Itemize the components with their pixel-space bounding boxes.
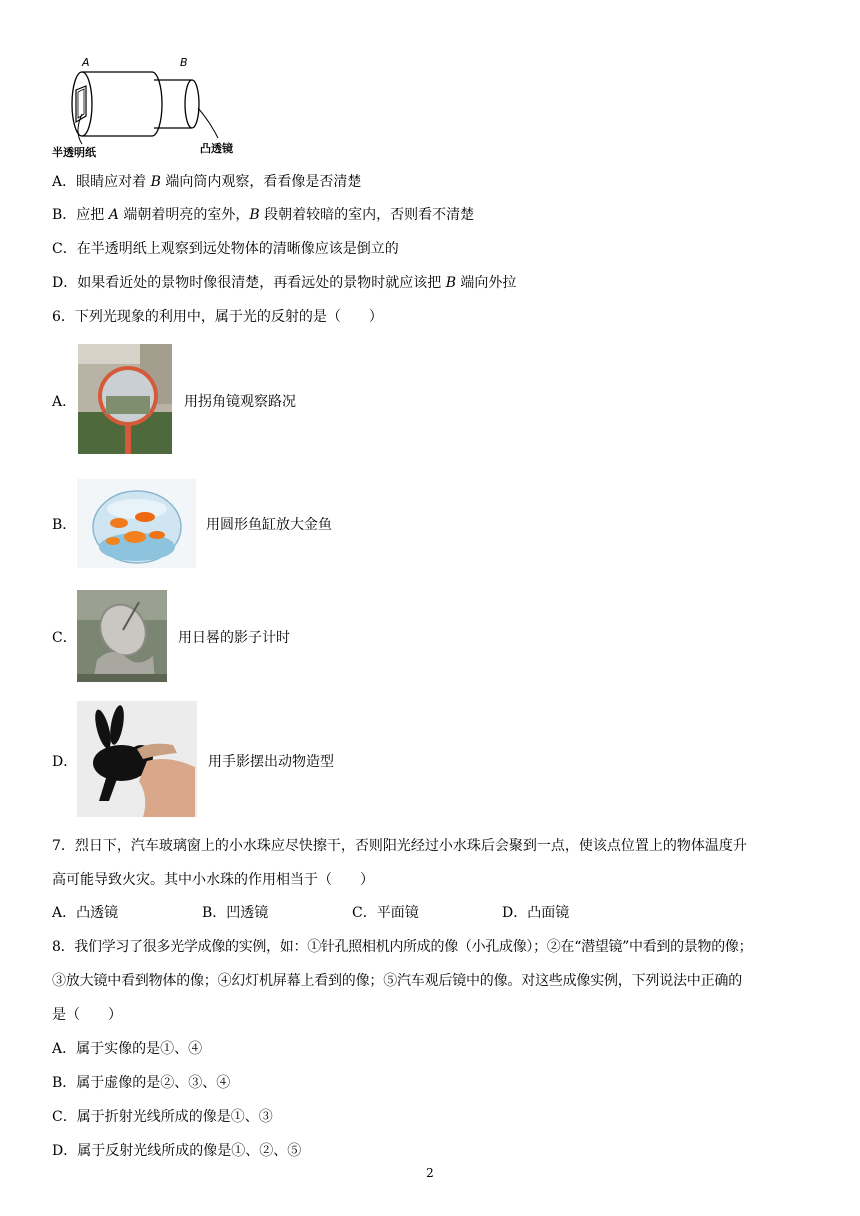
- q7-stem-line2: 高可能导致火灾。其中小水珠的作用相当于（ ）: [52, 872, 374, 888]
- q5-option-d: D．如果看近处的景物时像很清楚，再看远处的景物时就应该把 B 端向外拉: [52, 275, 517, 291]
- q7-option-c: C．平面镜: [352, 905, 419, 921]
- q7-stem-line1: 7．烈日下，汽车玻璃窗上的小水珠应尽快擦干，否则阳光经过小水珠后会聚到一点，使该点位置上的物体温度升: [52, 838, 747, 854]
- q6-stem: 6．下列光现象的利用中，属于光的反射的是（ ）: [52, 309, 383, 325]
- label-a: A: [82, 56, 90, 69]
- q7-option-a: A．凸透镜: [52, 905, 119, 921]
- q6-option-d-caption: 用手影摆出动物造型: [208, 754, 334, 770]
- q5-option-c: C．在半透明纸上观察到远处物体的清晰像应该是倒立的: [52, 241, 399, 257]
- q7-option-b: B．凹透镜: [202, 905, 269, 921]
- q8-stem-line3: 是（ ）: [52, 1007, 122, 1023]
- label-b: B: [180, 56, 188, 69]
- label-translucent-paper: 半透明纸: [52, 146, 96, 159]
- q6-option-b-caption: 用圆形鱼缸放大金鱼: [206, 517, 332, 533]
- tube-camera-diagram: [52, 52, 262, 162]
- q8-option-a: A．属于实像的是①、④: [52, 1041, 203, 1057]
- q6-option-c-letter: C．: [52, 630, 77, 646]
- q7-option-d: D．凸面镜: [502, 905, 570, 921]
- convex-mirror-photo: [78, 344, 172, 454]
- q6-option-c-caption: 用日晷的影子计时: [178, 630, 290, 646]
- q8-stem-line1: 8．我们学习了很多光学成像的实例，如：①针孔照相机内所成的像（小孔成像）；②在“潜望镜”中看到的景物的像；: [52, 939, 753, 955]
- q8-option-c: C．属于折射光线所成的像是①、③: [52, 1109, 273, 1125]
- q8-option-b: B．属于虚像的是②、③、④: [52, 1075, 231, 1091]
- q8-option-d: D．属于反射光线所成的像是①、②、⑤: [52, 1143, 302, 1159]
- q5-option-b: B．应把 A 端朝着明亮的室外，B 段朝着较暗的室内，否则看不清楚: [52, 207, 475, 223]
- label-convex-lens: 凸透镜: [200, 142, 233, 155]
- q8-stem-line2: ③放大镜中看到物体的像；④幻灯机屏幕上看到的像；⑤汽车观后镜中的像。对这些成像实例，下列说法中正确的: [52, 973, 742, 989]
- hand-shadow-photo: [77, 701, 197, 817]
- sundial-photo: [77, 590, 167, 682]
- q6-option-d-letter: D．: [52, 754, 78, 770]
- q6-option-a-letter: A．: [52, 394, 77, 410]
- page-number: 2: [426, 1166, 434, 1180]
- q6-option-a-caption: 用拐角镜观察路况: [184, 394, 296, 410]
- q6-option-b-letter: B．: [52, 517, 77, 533]
- q5-option-a: A．眼睛应对着 B 端向筒内观察，看看像是否清楚: [52, 174, 362, 190]
- goldfish-bowl-photo: [77, 479, 196, 568]
